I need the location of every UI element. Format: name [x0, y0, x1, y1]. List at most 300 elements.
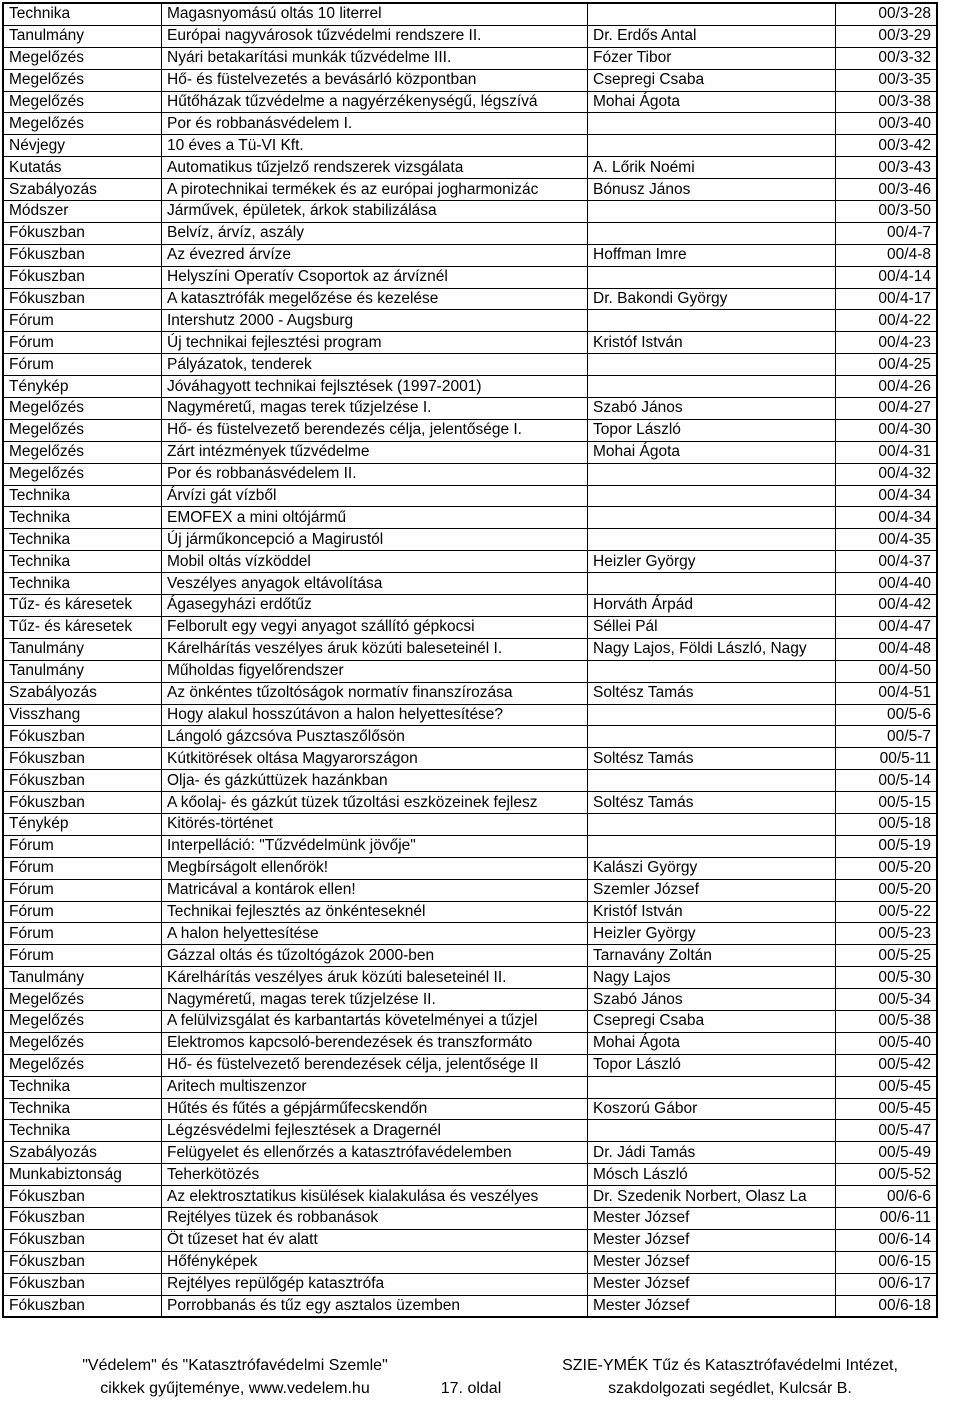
title-cell: Új technikai fejlesztési program [162, 332, 588, 354]
issue-ref-cell: 00/5-23 [836, 923, 938, 945]
table-row [3, 201, 937, 223]
issue-ref-cell: 00/3-38 [836, 91, 938, 113]
author-cell: Csepregi Csaba [588, 1010, 836, 1032]
category-cell: Ténykép [3, 813, 162, 835]
table-row [3, 989, 937, 1011]
author-cell: Kristóf István [588, 332, 836, 354]
issue-ref-cell: 00/6-18 [836, 1295, 938, 1317]
issue-ref-cell: 00/5-49 [836, 1142, 938, 1164]
table-row [3, 1251, 937, 1273]
author-cell [588, 354, 836, 376]
author-cell: Mester József [588, 1295, 836, 1317]
category-cell: Megelőzés [3, 463, 162, 485]
table-row [3, 638, 937, 660]
title-cell: Hő- és füstelvezetés a bevásárló központban [162, 69, 588, 91]
author-cell: Mester József [588, 1229, 836, 1251]
category-cell: Ténykép [3, 376, 162, 398]
category-cell: Megelőzés [3, 1010, 162, 1032]
issue-ref-cell: 00/5-52 [836, 1164, 938, 1186]
title-cell: Teherkötözés [162, 1164, 588, 1186]
table-row [3, 463, 937, 485]
issue-ref-cell: 00/4-34 [836, 485, 938, 507]
category-cell: Tanulmány [3, 967, 162, 989]
author-cell [588, 726, 836, 748]
category-cell: Fórum [3, 857, 162, 879]
issue-ref-cell: 00/4-23 [836, 332, 938, 354]
category-cell: Megelőzés [3, 69, 162, 91]
title-cell: Hő- és füstelvezető berendezések célja, jelentősége II [162, 1054, 588, 1076]
table-row [3, 813, 937, 835]
category-cell: Fókuszban [3, 222, 162, 244]
issue-ref-cell: 00/5-6 [836, 704, 938, 726]
author-cell: Topor László [588, 419, 836, 441]
table-row [3, 1010, 937, 1032]
title-cell: Pályázatok, tenderek [162, 354, 588, 376]
title-cell: Rejtélyes tüzek és robbanások [162, 1207, 588, 1229]
table-row [3, 288, 937, 310]
title-cell: Az elektrosztatikus kisülések kialakulása és veszélyes [162, 1186, 588, 1208]
category-cell: Módszer [3, 201, 162, 223]
author-cell: Soltész Tamás [588, 748, 836, 770]
title-cell: Por és robbanásvédelem I. [162, 113, 588, 135]
title-cell: A katasztrófák megelőzése és kezelése [162, 288, 588, 310]
issue-ref-cell: 00/5-42 [836, 1054, 938, 1076]
category-cell: Megelőzés [3, 47, 162, 69]
issue-ref-cell: 00/5-45 [836, 1098, 938, 1120]
category-cell: Fórum [3, 923, 162, 945]
category-cell: Fókuszban [3, 1273, 162, 1295]
category-cell: Fórum [3, 354, 162, 376]
category-cell: Fókuszban [3, 1186, 162, 1208]
category-cell: Fókuszban [3, 1295, 162, 1317]
title-cell: Légzésvédelmi fejlesztések a Dragernél [162, 1120, 588, 1142]
issue-ref-cell: 00/5-30 [836, 967, 938, 989]
author-cell [588, 704, 836, 726]
author-cell: Fózer Tibor [588, 47, 836, 69]
author-cell [588, 3, 836, 25]
table-row [3, 879, 937, 901]
issue-ref-cell: 00/5-25 [836, 945, 938, 967]
title-cell: EMOFEX a mini oltójármű [162, 507, 588, 529]
table-row [3, 244, 937, 266]
table-row [3, 1098, 937, 1120]
author-cell [588, 201, 836, 223]
author-cell: Heizler György [588, 551, 836, 573]
table-row [3, 354, 937, 376]
title-cell: Belvíz, árvíz, aszály [162, 222, 588, 244]
table-row [3, 857, 937, 879]
footer-institute [530, 1354, 930, 1400]
author-cell: Séllei Pál [588, 616, 836, 638]
article-rows [3, 3, 937, 1317]
issue-ref-cell: 00/6-6 [836, 1186, 938, 1208]
author-cell [588, 529, 836, 551]
footer-institute-line1: SZIE-YMÉK Tűz és Katasztrófavédelmi Intézet, [562, 1357, 898, 1374]
table-row [3, 419, 937, 441]
author-cell: Mohai Ágota [588, 91, 836, 113]
table-row [3, 376, 937, 398]
issue-ref-cell: 00/3-42 [836, 135, 938, 157]
issue-ref-cell: 00/3-35 [836, 69, 938, 91]
author-cell [588, 463, 836, 485]
issue-ref-cell: 00/4-34 [836, 507, 938, 529]
category-cell: Fórum [3, 879, 162, 901]
category-cell: Tanulmány [3, 638, 162, 660]
table-row [3, 551, 937, 573]
category-cell: Tanulmány [3, 25, 162, 47]
table-row [3, 660, 937, 682]
issue-ref-cell: 00/5-47 [836, 1120, 938, 1142]
title-cell: Kárelhárítás veszélyes áruk közúti baleseteinél I. [162, 638, 588, 660]
author-cell: Csepregi Csaba [588, 69, 836, 91]
category-cell: Technika [3, 551, 162, 573]
title-cell: Hő- és füstelvezető berendezés célja, jelentősége I. [162, 419, 588, 441]
title-cell: Automatikus tűzjelző rendszerek vizsgálata [162, 157, 588, 179]
title-cell: Elektromos kapcsoló-berendezések és transzformáto [162, 1032, 588, 1054]
category-cell: Fókuszban [3, 748, 162, 770]
category-cell: Fókuszban [3, 1207, 162, 1229]
title-cell: Interpelláció: "Tűzvédelmünk jövője" [162, 835, 588, 857]
category-cell: Fórum [3, 901, 162, 923]
issue-ref-cell: 00/4-35 [836, 529, 938, 551]
article-index-table [2, 2, 938, 1318]
issue-ref-cell: 00/6-11 [836, 1207, 938, 1229]
title-cell: A felülvizsgálat és karbantartás követelményei a tűzjel [162, 1010, 588, 1032]
table-row [3, 835, 937, 857]
issue-ref-cell: 00/4-51 [836, 682, 938, 704]
title-cell: Rejtélyes repülőgép katasztrófa [162, 1273, 588, 1295]
author-cell: Dr. Bakondi György [588, 288, 836, 310]
category-cell: Fókuszban [3, 1229, 162, 1251]
category-cell: Technika [3, 1098, 162, 1120]
author-cell [588, 835, 836, 857]
issue-ref-cell: 00/5-34 [836, 989, 938, 1011]
title-cell: Lángoló gázcsóva Pusztaszőlősön [162, 726, 588, 748]
footer-source-line2: cikkek gyűjteménye, www.vedelem.hu [100, 1380, 370, 1397]
category-cell: Fókuszban [3, 792, 162, 814]
title-cell: Európai nagyvárosok tűzvédelmi rendszere II. [162, 25, 588, 47]
issue-ref-cell: 00/5-7 [836, 726, 938, 748]
category-cell: Fórum [3, 310, 162, 332]
issue-ref-cell: 00/5-45 [836, 1076, 938, 1098]
title-cell: Kárelhárítás veszélyes áruk közúti baleseteinél II. [162, 967, 588, 989]
author-cell: Mohai Ágota [588, 441, 836, 463]
category-cell: Tűz- és káresetek [3, 595, 162, 617]
issue-ref-cell: 00/5-38 [836, 1010, 938, 1032]
issue-ref-cell: 00/4-25 [836, 354, 938, 376]
table-row [3, 595, 937, 617]
author-cell [588, 485, 836, 507]
author-cell: Soltész Tamás [588, 792, 836, 814]
issue-ref-cell: 00/4-14 [836, 266, 938, 288]
category-cell: Fókuszban [3, 266, 162, 288]
table-row [3, 1076, 937, 1098]
footer-institute-line2: szakdolgozati segédlet, Kulcsár B. [608, 1380, 852, 1397]
table-row [3, 91, 937, 113]
table-row [3, 485, 937, 507]
title-cell: Hogy alakul hosszútávon a halon helyettesítése? [162, 704, 588, 726]
table-row [3, 179, 937, 201]
category-cell: Fókuszban [3, 1251, 162, 1273]
author-cell: Nagy Lajos, Földi László, Nagy [588, 638, 836, 660]
title-cell: Felborult egy vegyi anyagot szállító gépkocsi [162, 616, 588, 638]
author-cell: Topor László [588, 1054, 836, 1076]
issue-ref-cell: 00/5-18 [836, 813, 938, 835]
table-row [3, 704, 937, 726]
category-cell: Kutatás [3, 157, 162, 179]
issue-ref-cell: 00/3-43 [836, 157, 938, 179]
issue-ref-cell: 00/3-29 [836, 25, 938, 47]
table-row [3, 945, 937, 967]
author-cell: Kalászi György [588, 857, 836, 879]
issue-ref-cell: 00/5-20 [836, 857, 938, 879]
issue-ref-cell: 00/4-27 [836, 398, 938, 420]
title-cell: Műholdas figyelőrendszer [162, 660, 588, 682]
title-cell: Nagyméretű, magas terek tűzjelzése I. [162, 398, 588, 420]
table-row [3, 441, 937, 463]
author-cell [588, 660, 836, 682]
author-cell [588, 310, 836, 332]
author-cell: Kristóf István [588, 901, 836, 923]
author-cell: Szabó János [588, 989, 836, 1011]
author-cell: Bónusz János [588, 179, 836, 201]
issue-ref-cell: 00/4-26 [836, 376, 938, 398]
issue-ref-cell: 00/3-32 [836, 47, 938, 69]
author-cell: Mester József [588, 1273, 836, 1295]
title-cell: Járművek, épületek, árkok stabilizálása [162, 201, 588, 223]
issue-ref-cell: 00/3-40 [836, 113, 938, 135]
table-row [3, 1186, 937, 1208]
issue-ref-cell: 00/4-37 [836, 551, 938, 573]
table-row [3, 1032, 937, 1054]
author-cell [588, 813, 836, 835]
category-cell: Fókuszban [3, 288, 162, 310]
issue-ref-cell: 00/5-40 [836, 1032, 938, 1054]
title-cell: Kútkitörések oltása Magyarországon [162, 748, 588, 770]
table-row [3, 1229, 937, 1251]
table-row [3, 69, 937, 91]
title-cell: Magasnyomású oltás 10 literrel [162, 3, 588, 25]
table-row [3, 616, 937, 638]
table-row [3, 47, 937, 69]
issue-ref-cell: 00/4-47 [836, 616, 938, 638]
author-cell: Tarnavány Zoltán [588, 945, 836, 967]
title-cell: Nyári betakarítási munkák tűzvédelme III. [162, 47, 588, 69]
category-cell: Megelőzés [3, 1032, 162, 1054]
table-row [3, 3, 937, 25]
author-cell [588, 573, 836, 595]
category-cell: Technika [3, 485, 162, 507]
category-cell: Tanulmány [3, 660, 162, 682]
table-row [3, 1207, 937, 1229]
author-cell: Szabó János [588, 398, 836, 420]
issue-ref-cell: 00/4-22 [836, 310, 938, 332]
title-cell: Technikai fejlesztés az önkénteseknél [162, 901, 588, 923]
table-row [3, 748, 937, 770]
author-cell: Nagy Lajos [588, 967, 836, 989]
title-cell: Hőfényképek [162, 1251, 588, 1273]
footer-source [45, 1354, 425, 1400]
author-cell [588, 113, 836, 135]
author-cell: Dr. Szedenik Norbert, Olasz La [588, 1186, 836, 1208]
author-cell [588, 135, 836, 157]
category-cell: Technika [3, 1120, 162, 1142]
issue-ref-cell: 00/5-22 [836, 901, 938, 923]
author-cell: Szemler József [588, 879, 836, 901]
category-cell: Fórum [3, 835, 162, 857]
title-cell: Olja- és gázkúttüzek hazánkban [162, 770, 588, 792]
table-row [3, 507, 937, 529]
table-row [3, 222, 937, 244]
category-cell: Fókuszban [3, 244, 162, 266]
title-cell: Hűtőházak tűzvédelme a nagyérzékenységű, légszívá [162, 91, 588, 113]
category-cell: Fókuszban [3, 726, 162, 748]
category-cell: Megelőzés [3, 1054, 162, 1076]
title-cell: Zárt intézmények tűzvédelme [162, 441, 588, 463]
title-cell: A kőolaj- és gázkút tüzek tűzoltási eszközeinek fejlesz [162, 792, 588, 814]
issue-ref-cell: 00/3-46 [836, 179, 938, 201]
author-cell [588, 770, 836, 792]
table-row [3, 398, 937, 420]
title-cell: Az önkéntes tűzoltóságok normatív finanszírozása [162, 682, 588, 704]
author-cell: Hoffman Imre [588, 244, 836, 266]
title-cell: Nagyméretű, magas terek tűzjelzése II. [162, 989, 588, 1011]
title-cell: Árvízi gát vízből [162, 485, 588, 507]
issue-ref-cell: 00/4-31 [836, 441, 938, 463]
author-cell: Koszorú Gábor [588, 1098, 836, 1120]
table-row [3, 157, 937, 179]
table-row [3, 967, 937, 989]
author-cell [588, 222, 836, 244]
title-cell: Gázzal oltás és tűzoltógázok 2000-ben [162, 945, 588, 967]
title-cell: A pirotechnikai termékek és az európai jogharmonizác [162, 179, 588, 201]
table-row [3, 332, 937, 354]
title-cell: Jóváhagyott technikai fejlsztések (1997-2001) [162, 376, 588, 398]
title-cell: Mobil oltás vízköddel [162, 551, 588, 573]
table-row [3, 923, 937, 945]
category-cell: Technika [3, 507, 162, 529]
title-cell: 10 éves a Tü-VI Kft. [162, 135, 588, 157]
issue-ref-cell: 00/3-50 [836, 201, 938, 223]
issue-ref-cell: 00/4-32 [836, 463, 938, 485]
title-cell: Hűtés és fűtés a gépjárműfecskendőn [162, 1098, 588, 1120]
title-cell: Veszélyes anyagok eltávolítása [162, 573, 588, 595]
title-cell: Porrobbanás és tűz egy asztalos üzemben [162, 1295, 588, 1317]
category-cell: Szabályozás [3, 179, 162, 201]
page-number: 17. oldal [440, 1380, 502, 1397]
table-row [3, 135, 937, 157]
issue-ref-cell: 00/5-15 [836, 792, 938, 814]
category-cell: Technika [3, 529, 162, 551]
author-cell [588, 266, 836, 288]
title-cell: Por és robbanásvédelem II. [162, 463, 588, 485]
table-row [3, 1054, 937, 1076]
author-cell: Mósch László [588, 1164, 836, 1186]
table-row [3, 266, 937, 288]
title-cell: Felügyelet és ellenőrzés a katasztrófavédelemben [162, 1142, 588, 1164]
category-cell: Fórum [3, 945, 162, 967]
title-cell: Aritech multiszenzor [162, 1076, 588, 1098]
table-row [3, 726, 937, 748]
title-cell: Öt tűzeset hat év alatt [162, 1229, 588, 1251]
table-row [3, 25, 937, 47]
category-cell: Megelőzés [3, 113, 162, 135]
category-cell: Megelőzés [3, 989, 162, 1011]
table-row [3, 1120, 937, 1142]
category-cell: Szabályozás [3, 1142, 162, 1164]
table-row [3, 529, 937, 551]
table-row [3, 770, 937, 792]
issue-ref-cell: 00/4-50 [836, 660, 938, 682]
issue-ref-cell: 00/5-11 [836, 748, 938, 770]
category-cell: Tűz- és káresetek [3, 616, 162, 638]
category-cell: Szabályozás [3, 682, 162, 704]
author-cell: Horváth Árpád [588, 595, 836, 617]
author-cell: A. Lőrik Noémi [588, 157, 836, 179]
table-row [3, 573, 937, 595]
category-cell: Fórum [3, 332, 162, 354]
table-row [3, 1142, 937, 1164]
title-cell: Az évezred árvíze [162, 244, 588, 266]
author-cell [588, 1076, 836, 1098]
table-row [3, 792, 937, 814]
title-cell: Intershutz 2000 - Augsburg [162, 310, 588, 332]
title-cell: Kitörés-történet [162, 813, 588, 835]
author-cell: Dr. Jádi Tamás [588, 1142, 836, 1164]
category-cell: Technika [3, 3, 162, 25]
category-cell: Technika [3, 573, 162, 595]
table-row [3, 1164, 937, 1186]
issue-ref-cell: 00/4-17 [836, 288, 938, 310]
table-row [3, 1295, 937, 1317]
issue-ref-cell: 00/4-8 [836, 244, 938, 266]
table-row [3, 682, 937, 704]
category-cell: Megelőzés [3, 398, 162, 420]
category-cell: Fókuszban [3, 770, 162, 792]
author-cell: Dr. Erdős Antal [588, 25, 836, 47]
author-cell [588, 507, 836, 529]
author-cell: Mohai Ágota [588, 1032, 836, 1054]
issue-ref-cell: 00/5-20 [836, 879, 938, 901]
issue-ref-cell: 00/4-30 [836, 419, 938, 441]
issue-ref-cell: 00/6-17 [836, 1273, 938, 1295]
category-cell: Munkabiztonság [3, 1164, 162, 1186]
category-cell: Megelőzés [3, 419, 162, 441]
category-cell: Visszhang [3, 704, 162, 726]
issue-ref-cell: 00/6-15 [836, 1251, 938, 1273]
table-row [3, 1273, 937, 1295]
category-cell: Megelőzés [3, 441, 162, 463]
author-cell [588, 376, 836, 398]
category-cell: Technika [3, 1076, 162, 1098]
title-cell: A halon helyettesítése [162, 923, 588, 945]
category-cell: Névjegy [3, 135, 162, 157]
author-cell [588, 1120, 836, 1142]
issue-ref-cell: 00/4-48 [836, 638, 938, 660]
table-row [3, 310, 937, 332]
category-cell: Megelőzés [3, 91, 162, 113]
issue-ref-cell: 00/4-40 [836, 573, 938, 595]
table-row [3, 901, 937, 923]
issue-ref-cell: 00/4-7 [836, 222, 938, 244]
title-cell: Megbírságolt ellenőrök! [162, 857, 588, 879]
author-cell: Mester József [588, 1207, 836, 1229]
title-cell: Helyszíni Operatív Csoportok az árvíznél [162, 266, 588, 288]
author-cell: Heizler György [588, 923, 836, 945]
issue-ref-cell: 00/5-19 [836, 835, 938, 857]
issue-ref-cell: 00/3-28 [836, 3, 938, 25]
issue-ref-cell: 00/4-42 [836, 595, 938, 617]
